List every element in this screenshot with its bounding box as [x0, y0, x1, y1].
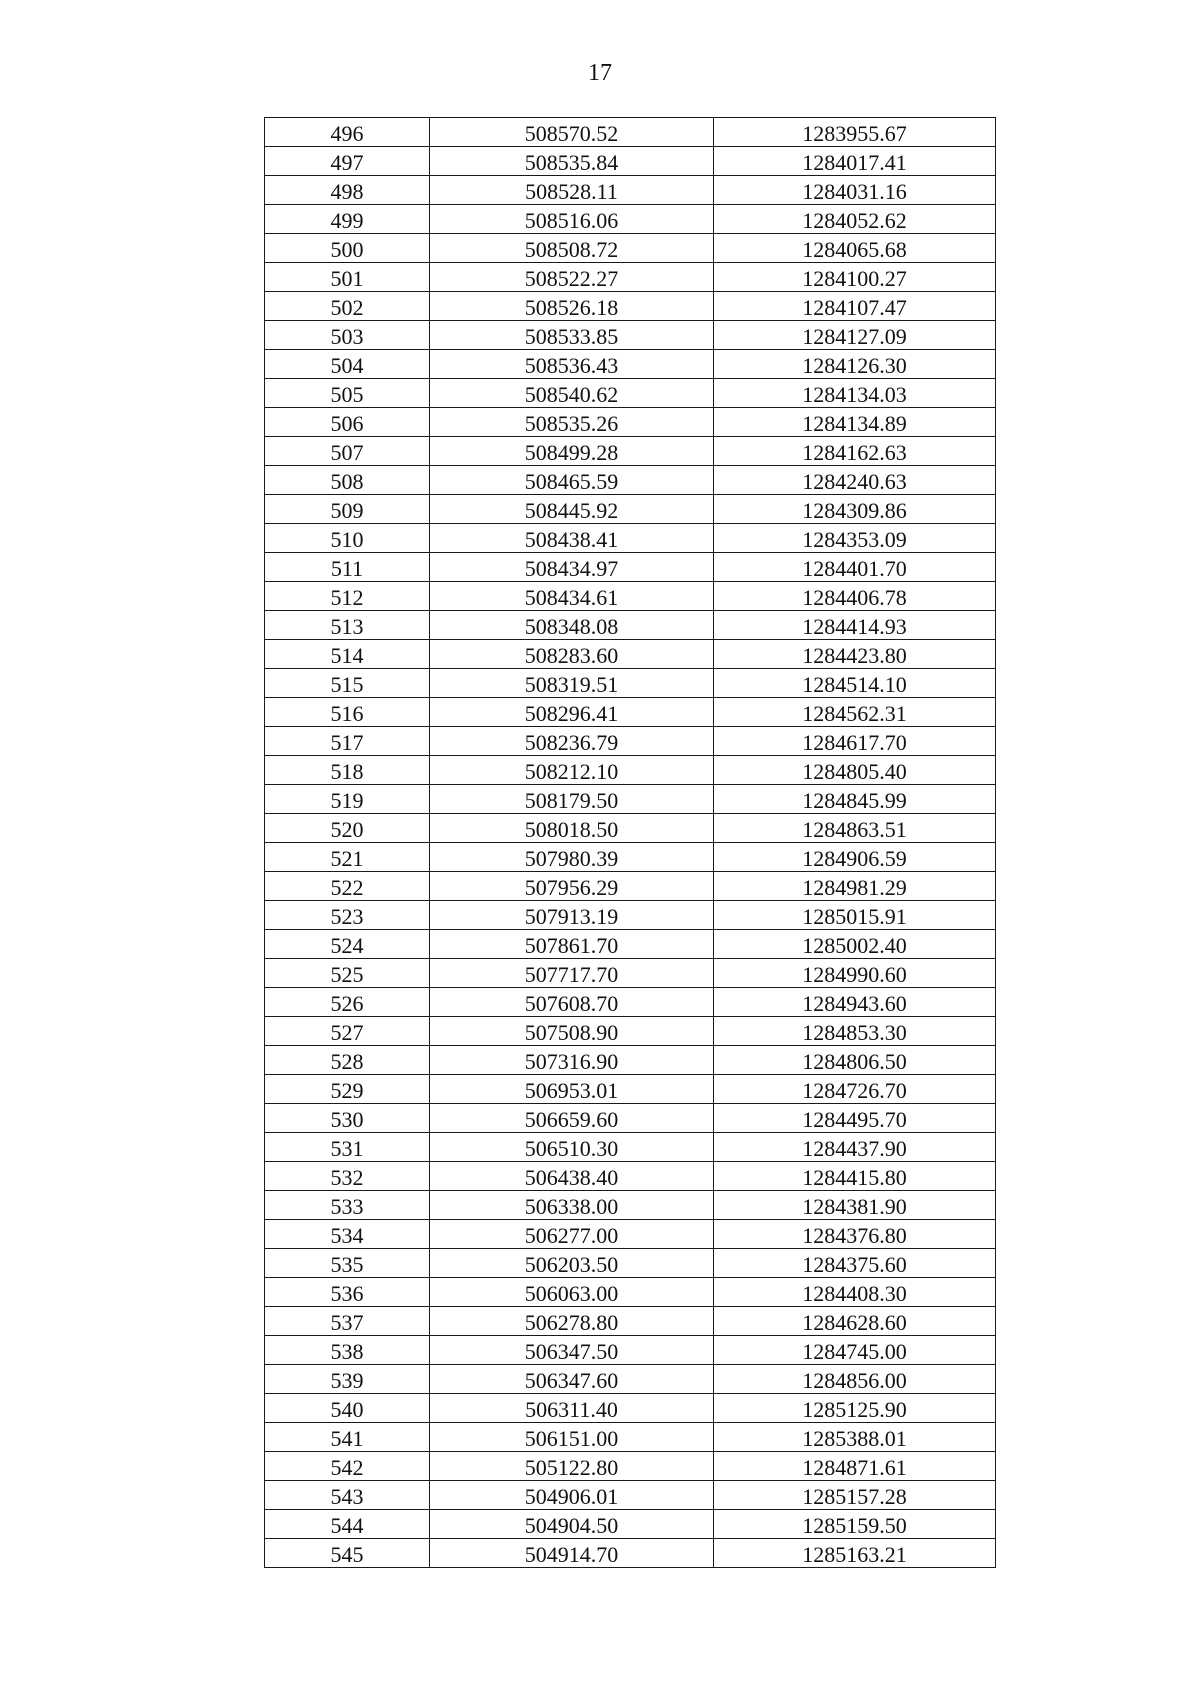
point-number-cell: 524 [265, 930, 430, 959]
point-number-cell: 509 [265, 495, 430, 524]
x-coordinate-cell: 507956.29 [430, 872, 714, 901]
point-number-cell: 514 [265, 640, 430, 669]
x-coordinate-cell: 508445.92 [430, 495, 714, 524]
table-row [265, 495, 996, 524]
x-coordinate-cell: 508516.06 [430, 205, 714, 234]
x-coordinate-cell: 508570.52 [430, 118, 714, 147]
y-coordinate-cell: 1284726.70 [714, 1075, 996, 1104]
y-coordinate-cell: 1284415.80 [714, 1162, 996, 1191]
point-number-cell: 500 [265, 234, 430, 263]
y-coordinate-cell: 1284981.29 [714, 872, 996, 901]
x-coordinate-cell: 506063.00 [430, 1278, 714, 1307]
x-coordinate-cell: 508465.59 [430, 466, 714, 495]
table-row [265, 727, 996, 756]
y-coordinate-cell: 1284127.09 [714, 321, 996, 350]
table-row [265, 1539, 996, 1568]
table-row [265, 350, 996, 379]
table-row [265, 1104, 996, 1133]
x-coordinate-cell: 506151.00 [430, 1423, 714, 1452]
y-coordinate-cell: 1285015.91 [714, 901, 996, 930]
point-number-cell: 522 [265, 872, 430, 901]
table-row [265, 408, 996, 437]
point-number-cell: 513 [265, 611, 430, 640]
x-coordinate-cell: 506347.60 [430, 1365, 714, 1394]
table-row [265, 901, 996, 930]
x-coordinate-cell: 506510.30 [430, 1133, 714, 1162]
y-coordinate-cell: 1284107.47 [714, 292, 996, 321]
point-number-cell: 510 [265, 524, 430, 553]
point-number-cell: 520 [265, 814, 430, 843]
x-coordinate-cell: 508018.50 [430, 814, 714, 843]
table-row [265, 1423, 996, 1452]
x-coordinate-cell: 508535.84 [430, 147, 714, 176]
table-row [265, 1220, 996, 1249]
point-number-cell: 530 [265, 1104, 430, 1133]
table-row [265, 524, 996, 553]
point-number-cell: 498 [265, 176, 430, 205]
x-coordinate-cell: 508528.11 [430, 176, 714, 205]
y-coordinate-cell: 1284134.03 [714, 379, 996, 408]
table-row [265, 930, 996, 959]
table-row [265, 698, 996, 727]
y-coordinate-cell: 1284134.89 [714, 408, 996, 437]
x-coordinate-cell: 506278.80 [430, 1307, 714, 1336]
y-coordinate-cell: 1285388.01 [714, 1423, 996, 1452]
y-coordinate-cell: 1284906.59 [714, 843, 996, 872]
y-coordinate-cell: 1284381.90 [714, 1191, 996, 1220]
table-row [265, 1394, 996, 1423]
page-number: 17 [588, 60, 612, 86]
y-coordinate-cell: 1283955.67 [714, 118, 996, 147]
point-number-cell: 529 [265, 1075, 430, 1104]
x-coordinate-cell: 508236.79 [430, 727, 714, 756]
point-number-cell: 539 [265, 1365, 430, 1394]
y-coordinate-cell: 1284162.63 [714, 437, 996, 466]
x-coordinate-cell: 508522.27 [430, 263, 714, 292]
point-number-cell: 511 [265, 553, 430, 582]
table-row [265, 814, 996, 843]
x-coordinate-cell: 507861.70 [430, 930, 714, 959]
point-number-cell: 496 [265, 118, 430, 147]
point-number-cell: 538 [265, 1336, 430, 1365]
x-coordinate-cell: 505122.80 [430, 1452, 714, 1481]
x-coordinate-cell: 507913.19 [430, 901, 714, 930]
y-coordinate-cell: 1284408.30 [714, 1278, 996, 1307]
y-coordinate-cell: 1284863.51 [714, 814, 996, 843]
table-row [265, 756, 996, 785]
y-coordinate-cell: 1284414.93 [714, 611, 996, 640]
table-row [265, 785, 996, 814]
table-row [265, 263, 996, 292]
x-coordinate-cell: 506338.00 [430, 1191, 714, 1220]
point-number-cell: 506 [265, 408, 430, 437]
table-row [265, 1133, 996, 1162]
table-row [265, 1336, 996, 1365]
point-number-cell: 527 [265, 1017, 430, 1046]
y-coordinate-cell: 1284375.60 [714, 1249, 996, 1278]
point-number-cell: 507 [265, 437, 430, 466]
point-number-cell: 545 [265, 1539, 430, 1568]
y-coordinate-cell: 1284309.86 [714, 495, 996, 524]
point-number-cell: 497 [265, 147, 430, 176]
x-coordinate-cell: 506953.01 [430, 1075, 714, 1104]
x-coordinate-cell: 504906.01 [430, 1481, 714, 1510]
table-row [265, 321, 996, 350]
point-number-cell: 543 [265, 1481, 430, 1510]
point-number-cell: 502 [265, 292, 430, 321]
x-coordinate-cell: 506311.40 [430, 1394, 714, 1423]
x-coordinate-cell: 507316.90 [430, 1046, 714, 1075]
y-coordinate-cell: 1285163.21 [714, 1539, 996, 1568]
x-coordinate-cell: 506659.60 [430, 1104, 714, 1133]
point-number-cell: 508 [265, 466, 430, 495]
x-coordinate-cell: 504914.70 [430, 1539, 714, 1568]
table-row [265, 872, 996, 901]
point-number-cell: 516 [265, 698, 430, 727]
x-coordinate-cell: 508283.60 [430, 640, 714, 669]
y-coordinate-cell: 1284100.27 [714, 263, 996, 292]
y-coordinate-cell: 1284562.31 [714, 698, 996, 727]
table-row [265, 988, 996, 1017]
y-coordinate-cell: 1284126.30 [714, 350, 996, 379]
point-number-cell: 512 [265, 582, 430, 611]
y-coordinate-cell: 1284353.09 [714, 524, 996, 553]
x-coordinate-cell: 507608.70 [430, 988, 714, 1017]
table-row [265, 437, 996, 466]
table-row [265, 1365, 996, 1394]
table-row [265, 1249, 996, 1278]
x-coordinate-cell: 506438.40 [430, 1162, 714, 1191]
point-number-cell: 525 [265, 959, 430, 988]
x-coordinate-cell: 508540.62 [430, 379, 714, 408]
table-row [265, 1162, 996, 1191]
x-coordinate-cell: 508438.41 [430, 524, 714, 553]
y-coordinate-cell: 1284805.40 [714, 756, 996, 785]
y-coordinate-cell: 1284240.63 [714, 466, 996, 495]
point-number-cell: 515 [265, 669, 430, 698]
point-number-cell: 536 [265, 1278, 430, 1307]
point-number-cell: 526 [265, 988, 430, 1017]
x-coordinate-cell: 508179.50 [430, 785, 714, 814]
table-row [265, 118, 996, 147]
table-row [265, 1510, 996, 1539]
x-coordinate-cell: 508499.28 [430, 437, 714, 466]
table-row [265, 234, 996, 263]
point-number-cell: 499 [265, 205, 430, 234]
y-coordinate-cell: 1284871.61 [714, 1452, 996, 1481]
y-coordinate-cell: 1284745.00 [714, 1336, 996, 1365]
y-coordinate-cell: 1284052.62 [714, 205, 996, 234]
table-row [265, 1075, 996, 1104]
point-number-cell: 505 [265, 379, 430, 408]
x-coordinate-cell: 507508.90 [430, 1017, 714, 1046]
table-row [265, 1046, 996, 1075]
point-number-cell: 535 [265, 1249, 430, 1278]
x-coordinate-cell: 506347.50 [430, 1336, 714, 1365]
x-coordinate-cell: 506277.00 [430, 1220, 714, 1249]
point-number-cell: 542 [265, 1452, 430, 1481]
y-coordinate-cell: 1284514.10 [714, 669, 996, 698]
table-row [265, 843, 996, 872]
table-row [265, 176, 996, 205]
table-row [265, 1307, 996, 1336]
y-coordinate-cell: 1285002.40 [714, 930, 996, 959]
table-row [265, 611, 996, 640]
y-coordinate-cell: 1284437.90 [714, 1133, 996, 1162]
point-number-cell: 517 [265, 727, 430, 756]
table-row [265, 1191, 996, 1220]
y-coordinate-cell: 1284856.00 [714, 1365, 996, 1394]
y-coordinate-cell: 1284406.78 [714, 582, 996, 611]
y-coordinate-cell: 1285159.50 [714, 1510, 996, 1539]
x-coordinate-cell: 508434.61 [430, 582, 714, 611]
point-number-cell: 519 [265, 785, 430, 814]
table-row [265, 959, 996, 988]
y-coordinate-cell: 1284065.68 [714, 234, 996, 263]
coordinate-table-body [265, 118, 996, 1568]
x-coordinate-cell: 508319.51 [430, 669, 714, 698]
point-number-cell: 523 [265, 901, 430, 930]
y-coordinate-cell: 1284495.70 [714, 1104, 996, 1133]
point-number-cell: 518 [265, 756, 430, 785]
point-number-cell: 532 [265, 1162, 430, 1191]
y-coordinate-cell: 1284031.16 [714, 176, 996, 205]
point-number-cell: 503 [265, 321, 430, 350]
point-number-cell: 541 [265, 1423, 430, 1452]
x-coordinate-cell: 508533.85 [430, 321, 714, 350]
y-coordinate-cell: 1284617.70 [714, 727, 996, 756]
point-number-cell: 533 [265, 1191, 430, 1220]
table-row [265, 1452, 996, 1481]
y-coordinate-cell: 1284853.30 [714, 1017, 996, 1046]
point-number-cell: 540 [265, 1394, 430, 1423]
point-number-cell: 531 [265, 1133, 430, 1162]
x-coordinate-cell: 508434.97 [430, 553, 714, 582]
y-coordinate-cell: 1285125.90 [714, 1394, 996, 1423]
y-coordinate-cell: 1284376.80 [714, 1220, 996, 1249]
x-coordinate-cell: 508536.43 [430, 350, 714, 379]
y-coordinate-cell: 1284628.60 [714, 1307, 996, 1336]
point-number-cell: 544 [265, 1510, 430, 1539]
table-row [265, 582, 996, 611]
x-coordinate-cell: 508526.18 [430, 292, 714, 321]
table-row [265, 1017, 996, 1046]
x-coordinate-cell: 508296.41 [430, 698, 714, 727]
point-number-cell: 528 [265, 1046, 430, 1075]
x-coordinate-cell: 507980.39 [430, 843, 714, 872]
table-row [265, 292, 996, 321]
point-number-cell: 521 [265, 843, 430, 872]
y-coordinate-cell: 1285157.28 [714, 1481, 996, 1510]
x-coordinate-cell: 508535.26 [430, 408, 714, 437]
y-coordinate-cell: 1284943.60 [714, 988, 996, 1017]
table-row [265, 147, 996, 176]
point-number-cell: 501 [265, 263, 430, 292]
table-row [265, 669, 996, 698]
table-row [265, 379, 996, 408]
x-coordinate-cell: 508348.08 [430, 611, 714, 640]
table-row [265, 1481, 996, 1510]
coordinate-table [264, 117, 996, 1568]
table-row [265, 1278, 996, 1307]
point-number-cell: 534 [265, 1220, 430, 1249]
x-coordinate-cell: 508508.72 [430, 234, 714, 263]
point-number-cell: 537 [265, 1307, 430, 1336]
y-coordinate-cell: 1284401.70 [714, 553, 996, 582]
y-coordinate-cell: 1284017.41 [714, 147, 996, 176]
y-coordinate-cell: 1284845.99 [714, 785, 996, 814]
y-coordinate-cell: 1284806.50 [714, 1046, 996, 1075]
x-coordinate-cell: 507717.70 [430, 959, 714, 988]
table-row [265, 553, 996, 582]
table-row [265, 640, 996, 669]
point-number-cell: 504 [265, 350, 430, 379]
table-row [265, 205, 996, 234]
y-coordinate-cell: 1284423.80 [714, 640, 996, 669]
x-coordinate-cell: 508212.10 [430, 756, 714, 785]
y-coordinate-cell: 1284990.60 [714, 959, 996, 988]
x-coordinate-cell: 504904.50 [430, 1510, 714, 1539]
table-row [265, 466, 996, 495]
x-coordinate-cell: 506203.50 [430, 1249, 714, 1278]
